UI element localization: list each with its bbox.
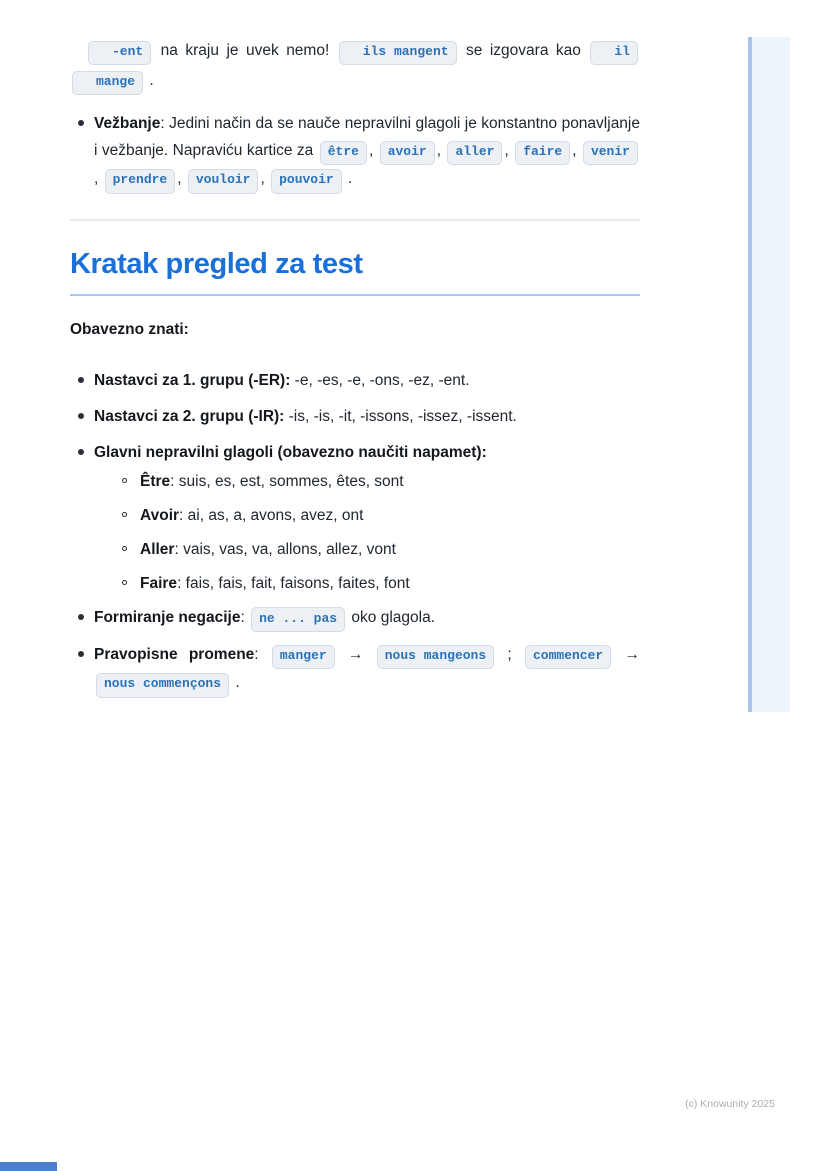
inline-code-chip: commencer — [525, 645, 611, 670]
inline-code-chip: vouloir — [188, 169, 259, 194]
bold-text: Nastavci za 1. grupu (-ER): — [94, 371, 291, 389]
inline-code-chip: il — [590, 41, 638, 66]
list-item-text — [94, 444, 487, 461]
bold-text: Formiranje negacije — [94, 608, 241, 626]
list-item — [70, 641, 640, 698]
list-item-text — [140, 473, 404, 490]
list-item-text — [94, 408, 517, 425]
list-item — [70, 570, 640, 597]
text-run: : — [254, 646, 270, 664]
inline-code-chip: venir — [583, 141, 638, 166]
bullet-marker — [122, 580, 127, 585]
list-item-text — [94, 646, 640, 691]
list-item-text — [140, 575, 410, 592]
list-item — [70, 468, 640, 495]
list-item — [70, 604, 640, 632]
inline-code-chip: faire — [515, 141, 570, 166]
text-run: . — [343, 170, 353, 188]
inline-code-chip: aller — [447, 141, 502, 166]
bullet-marker — [122, 512, 127, 517]
text-run: : suis, es, est, sommes, êtes, sont — [170, 472, 404, 490]
inline-code-chip: être — [320, 141, 367, 166]
bold-text: Être — [140, 472, 171, 490]
copyright-notice: (c) Knowunity 2025 — [685, 1098, 775, 1110]
bold-text: Faire — [140, 574, 178, 592]
text-run: oko glagola. — [347, 608, 435, 626]
text-run: : vais, vas, va, allons, allez, vont — [174, 540, 396, 558]
text-run: na kraju je uvek nemo! — [153, 42, 337, 59]
text-run: → — [613, 646, 640, 664]
bullet-marker — [78, 377, 84, 383]
text-run: -e, -es, -e, -ons, -ez, -ent. — [290, 371, 470, 389]
inline-code-chip: mange — [72, 71, 143, 96]
next-page-edge — [0, 1162, 57, 1171]
next-page-preview-panel[interactable] — [748, 37, 790, 712]
section-divider — [70, 219, 640, 221]
bullet-marker — [78, 413, 84, 419]
list-item — [70, 439, 640, 466]
text-run: : fais, fais, fait, faisons, faites, font — [177, 574, 410, 592]
text-run: ; — [496, 646, 523, 664]
bullet-marker — [122, 478, 127, 483]
bold-text: Aller — [140, 540, 175, 558]
list-item — [70, 502, 640, 529]
text-run: , — [368, 142, 378, 159]
text-run: . — [231, 674, 240, 692]
inline-code-chip: avoir — [380, 141, 435, 166]
text-run: se izgovara kao — [458, 42, 589, 59]
inline-code-chip: ils mangent — [339, 41, 457, 66]
text-run: -is, -is, -it, -issons, -issez, -issent. — [284, 407, 517, 425]
inline-code-chip: nous commençons — [96, 673, 229, 698]
bullet-marker — [78, 614, 84, 620]
inline-code-chip: nous mangeons — [377, 645, 494, 670]
document-page-content — [70, 36, 640, 707]
text-run: , — [436, 142, 446, 159]
list-item — [70, 367, 640, 394]
text-run: → — [336, 646, 375, 664]
list-item-text — [94, 372, 470, 389]
inline-code-chip: -ent — [88, 41, 151, 66]
text-run: , — [504, 142, 514, 159]
text-run: , — [572, 142, 581, 159]
inline-code-chip: ne ... pas — [251, 607, 345, 632]
inline-code-chip: manger — [272, 645, 335, 670]
text-run: : — [240, 608, 250, 626]
text-run: , — [260, 170, 270, 188]
list-item — [70, 110, 640, 194]
text-run: : Jedini način da se nauče nepravilni glagoli je konstantno ponavljanje i vežbanje. Napraviću kartice za — [94, 115, 640, 159]
list-item — [70, 536, 640, 563]
inline-code-chip: prendre — [105, 169, 176, 194]
bullet-marker — [78, 449, 84, 455]
text-run: . — [145, 72, 154, 89]
bold-text: Nastavci za 2. grupu (-IR): — [94, 407, 285, 425]
list-item — [70, 403, 640, 430]
paragraph — [70, 36, 640, 96]
bold-text: Vežbanje — [94, 115, 161, 132]
bullet-marker — [78, 120, 84, 126]
list-item-text — [140, 541, 396, 558]
bold-text: Glavni nepravilni glagoli (obavezno naučiti napamet): — [94, 443, 487, 461]
bullet-marker — [122, 546, 127, 551]
bullet-marker — [78, 651, 84, 657]
bold-text: Avoir — [140, 506, 180, 524]
paragraph — [70, 316, 640, 343]
inline-code-chip: pouvoir — [271, 169, 342, 194]
text-run: , — [177, 170, 186, 188]
list-item-text — [94, 609, 435, 626]
text-run: , — [94, 170, 103, 188]
bold-text: Obavezno znati: — [70, 320, 189, 338]
list-item-text — [94, 115, 640, 187]
text-run: Kratak pregled za test — [70, 247, 363, 280]
text-run: : ai, as, a, avons, avez, ont — [179, 506, 364, 524]
section-heading — [70, 247, 640, 296]
bold-text: Pravopisne promene — [94, 646, 255, 664]
list-item-text — [140, 507, 363, 524]
